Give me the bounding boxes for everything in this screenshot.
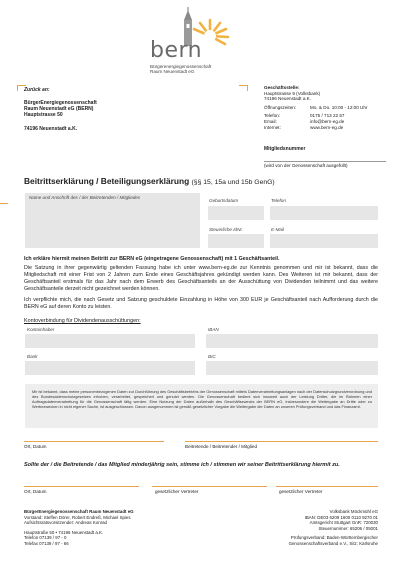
contact-label: Internet: <box>264 124 281 130</box>
sender-address-line: Raum Neuenstadt eG (BERN) <box>24 106 94 113</box>
email-label: E-Mail <box>271 227 285 232</box>
representative-label-1: gesetzlicher Vertreter <box>155 489 199 494</box>
contact-label: Email: <box>264 118 277 124</box>
logo-subtitle: Bürgerenergiegenossenschaft Raum Neuenstadt eG <box>150 64 212 75</box>
form-title <box>24 176 275 186</box>
signature-line-member[interactable] <box>185 441 378 442</box>
birth-date-field[interactable] <box>208 206 264 220</box>
office-address-line: Hauptstrasse 9 (Volksbank) <box>264 90 321 96</box>
footer-left-line: Telefon 07139 / 97 - 0 <box>24 535 67 541</box>
place-date-label: Ort, Datum <box>24 444 47 449</box>
footer-left <box>24 509 224 547</box>
signature-line-place-date-2[interactable] <box>24 486 139 487</box>
fold-mark <box>0 203 8 204</box>
privacy-text: Mir ist bekannt, dass meine personenbezogenen Daten zur Durchführung des Geschäftsbetriebs der Genossenschaft mittels Datenverarbeitungsanlagen nach der Datenschutzgrundverordnung und des Bundesdatenschutzgesetzes erhoben, verarbeitet, gespeichert und genutzt werden. Die Genossenschaft bedient sich insoweit auch der Leistung Dritter, die im Rahmen einer Auftragsdatenverarbeitung für die Genossenschaft tätig werden. Eine Nutzung der Daten außerhalb des Geschäftszwecks der BERN eG, insbesondere die Weitergabe an Dritte oder zu Werbezwecken in nicht eigener Sache, ist ausgeschlossen. Davon ausgenommen ist gemäß gesetzlicher Vorgabe die Weitergabe der Daten an unseren Prüfungsverband und das Finanzamt. <box>32 389 372 409</box>
birth-date-label: Geburtsdatum <box>209 198 239 203</box>
sender-address-line: Hauptstrasse 50 <box>24 112 63 119</box>
footer-left-line: Vorstand: Steffen Dörer, Robert Endreß, Michael Spies <box>24 514 131 520</box>
footer-right-line: Prüfungsverband: Baden-Württembergischer <box>290 535 378 541</box>
declaration-lead: Ich erkläre hiermit meinen Beitritt zur BERN eG (eingetragene Genossenschaft) mit 1 Geschäftsanteil. <box>24 256 280 262</box>
iban-label: IBAN <box>208 327 219 332</box>
signature-line-representative-1[interactable] <box>152 486 267 487</box>
privacy-box <box>25 384 378 428</box>
form-title-main: Beitrittserklärung / Beteiligungserklärung <box>24 176 190 186</box>
contact-label: Telefon: <box>264 113 281 119</box>
sender-address-line: BürgerEnergiegenossenschaft <box>24 100 97 106</box>
bic-label: BIC <box>208 354 216 359</box>
representative-label-2: gesetzlicher Vertreter <box>279 489 323 494</box>
sender-city: 74196 Neuenstadt a.K. <box>24 125 78 132</box>
member-number-label: Mitgliedsnummer <box>264 146 306 152</box>
office-block <box>264 85 389 130</box>
account-holder-field[interactable] <box>25 334 195 348</box>
footer-right-line: Genossenschaftsverband e.V., Sitz: Karlsruhe <box>288 540 378 546</box>
bank-heading: Kontoverbindung für Dividendenausschüttungen: <box>24 318 141 324</box>
footer-left-line: Aufsichtsratsvorsitzender: Andreas Konrad <box>24 520 107 526</box>
contact-value: 0175 / 713 22 57 <box>310 113 345 119</box>
tax-id-field[interactable] <box>208 234 264 248</box>
declaration-paragraph-2: Ich verpflichte mich, die nach Gesetz und Satzung geschuldete Einzahlung in Höhe von 300 EUR je Geschäftsanteil nach Aufforderung durch die BERN eG auf deren Konto zu leisten. <box>24 297 378 310</box>
minor-consent-note: Sollte der / die Beitretende / das Mitglied minderjährig sein, stimme ich / stimmen wir seiner Beitrittserklärung hiermit zu. <box>24 462 340 468</box>
window-mark <box>17 85 18 91</box>
window-mark <box>247 85 248 91</box>
office-contact <box>264 125 389 131</box>
bank-name-field[interactable] <box>25 361 195 375</box>
footer-right-line: Steuernummer: 65206 / 05001 <box>318 525 378 531</box>
name-address-label: Name und Anschrift des / der Beitretenden / Mitgliedes <box>29 195 141 200</box>
office-heading: Geschäftsstelle: <box>264 85 300 90</box>
logo-wordmark: bern <box>150 38 203 63</box>
tax-id-label: Steuerliche IdNr. <box>209 227 244 232</box>
form-title-paragraphs: (§§ 15, 15a und 15b GenG) <box>191 179 275 186</box>
footer-left-line: Telefax 07139 / 97 - 66 <box>24 540 69 546</box>
footer-left-line: Hauptstraße 50 • 74196 Neuenstadt a.K. <box>24 529 104 535</box>
signature-line-representative-2[interactable] <box>276 486 378 487</box>
office-address-line: 74196 Neuenstadt a.K. <box>264 96 311 102</box>
contact-value: www.bern-eg.de <box>310 124 344 130</box>
phone-label: Telefon <box>271 198 286 203</box>
office-hours <box>264 105 389 111</box>
member-number-line[interactable] <box>264 161 386 162</box>
email-field[interactable] <box>270 234 378 248</box>
contact-value: info@bern-eg.de <box>310 118 345 124</box>
place-date-label-2: Ort, Datum <box>24 489 47 494</box>
hours-label: Öffnungszeiten: <box>264 104 297 110</box>
account-holder-label: Kontoinhaber <box>27 327 55 332</box>
signature-line-place-date[interactable] <box>24 441 164 442</box>
name-address-field[interactable] <box>25 193 200 248</box>
sender-address <box>24 100 97 132</box>
footer-right <box>246 509 378 547</box>
return-label: Zurück an: <box>24 87 50 93</box>
bank-name-label: Bank <box>27 354 38 359</box>
footer-right-line: IBAN: DE03 6209 1600 0110 9270 01 <box>304 514 378 520</box>
declaration-paragraph-1: Die Satzung in ihrer gegenwärtig geltenden Fassung habe ich unter www.bern-eg.de zur Kenntnis genommen und mir ist bekannt, dass die Mitgliedschaft mit einer Frist von 2 Jahren zum Ende eines Geschäftsjahres gekündigt werden kann. Des Weiteren ist mir bekannt, dass der Geschäftsanteil erstmals für das Jahr nach dem Erwerb des Geschäftsanteils an der Ausschüttung von Dividenden teilnimmt und das weitere Geschäftsanteile derzeit nicht gezeichnet werden können. <box>24 265 378 292</box>
footer-right-line: Amtsgericht Stuttgart GnR: 720030 <box>309 520 378 526</box>
footer-right-line: Volksbank Möckmühl eG <box>329 509 378 514</box>
iban-field[interactable] <box>206 334 378 348</box>
footer-left-line: BürgerEnergiegenossenschaft Raum Neuenstadt eG <box>24 509 134 514</box>
bic-field[interactable] <box>206 361 378 375</box>
hours-value: Mo. & Do. 10:00 - 12:00 Uhr <box>310 104 368 110</box>
member-signature-label: Beitretende / Beitretender / Mitglied <box>185 444 258 449</box>
member-number-note: (wird von der Genossenschaft ausgefüllt) <box>264 163 348 168</box>
window-mark <box>17 85 26 86</box>
logo <box>150 6 260 78</box>
phone-field[interactable] <box>270 206 378 220</box>
